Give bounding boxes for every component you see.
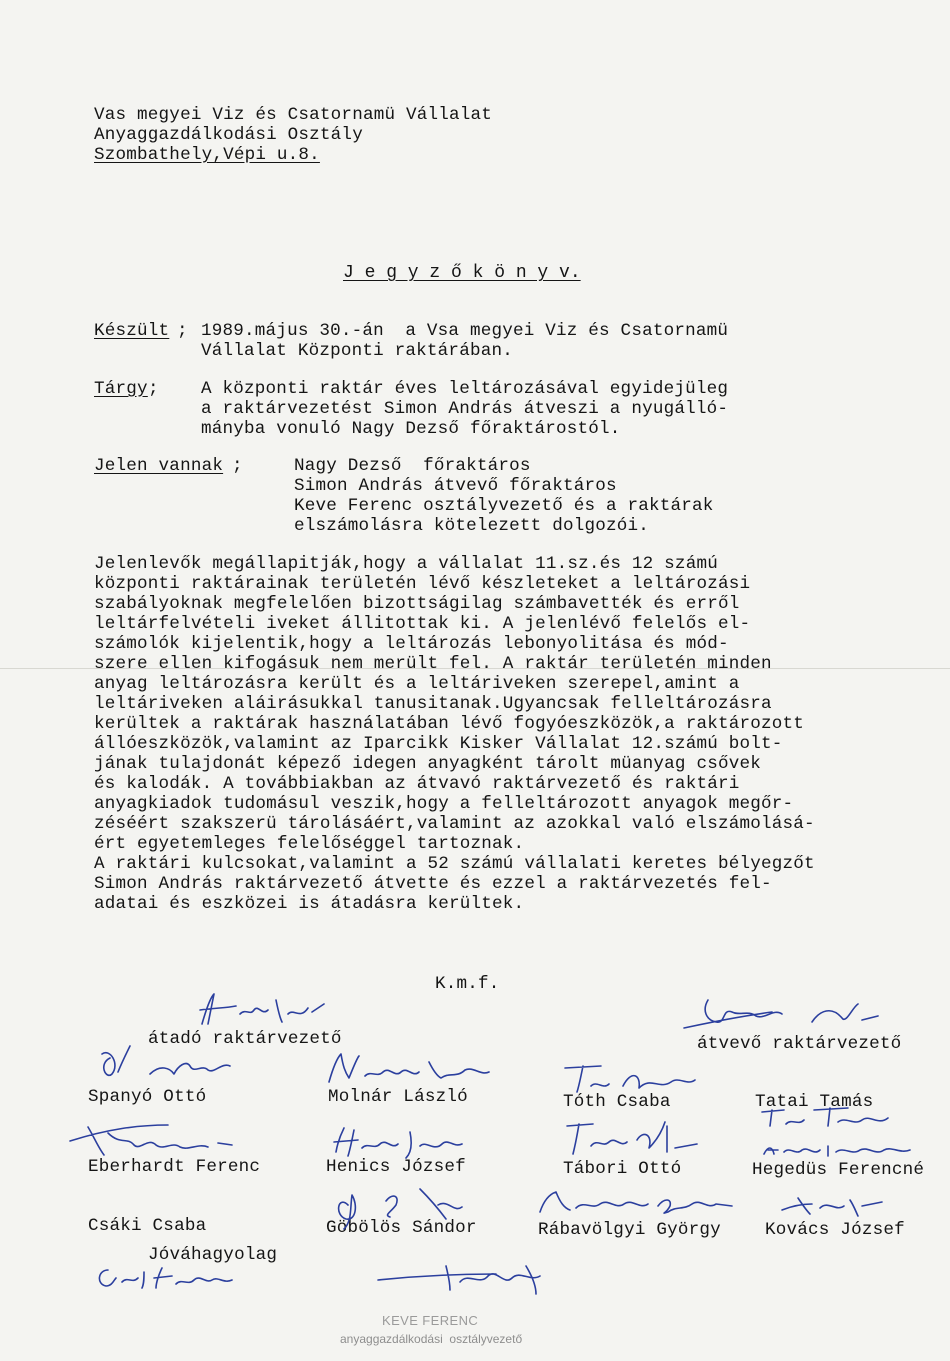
signature-tabori-otto: [563, 1118, 703, 1160]
signer-name: Tóth Csaba: [563, 1092, 671, 1112]
body-line: kerültek a raktárak használatában lévő fogyóeszközök,a raktározott: [94, 714, 805, 734]
body-line: anyagkiadok tudomásul veszik,hogy a felleltározott anyagok megőr-: [94, 794, 794, 814]
jelen-label: Jelen vannak: [94, 456, 224, 476]
letterhead-line-3: Szombathely,Vépi u.8.: [94, 145, 320, 165]
keszult-line-2: Vállalat Központi raktárában.: [201, 341, 513, 361]
body-line: leltárfelvételi iveket állitottak ki. A jelenlévő felelős el-: [94, 614, 751, 634]
jelen-line-2: Simon András átvevő főraktáros: [294, 476, 617, 496]
signature-gobolos-sandor: [330, 1185, 480, 1231]
signer-name: Henics József: [326, 1157, 466, 1177]
signature-hegedus-ferencne: [760, 1140, 920, 1160]
keszult-sep: ;: [177, 321, 188, 341]
keszult-line-1: 1989.május 30.-án a Vsa megyei Viz és Csatornamü: [201, 321, 729, 341]
signature-rabavolgyi-gyorgy: [536, 1188, 736, 1218]
signer-name: Tábori Ottó: [563, 1159, 682, 1179]
approve-label: Jóváhagyolag: [148, 1245, 278, 1265]
signer-name: Hegedüs Ferencné: [752, 1160, 925, 1180]
signature-nagy-dezso: [196, 990, 336, 1030]
document-title: J e g y z ő k ö n y v.: [343, 263, 581, 283]
body-line: és kalodák. A továbbiakban az átvavó raktárvezető és raktári: [94, 774, 740, 794]
body-line: leltáriveken aláirásukkal tanusitanak.Ugyancsak felleltározásra: [94, 694, 772, 714]
body-line: jának tulajdonát képező idegen anyagként tárolt müanyag csővek: [94, 754, 761, 774]
letterhead-line-2: Anyaggazdálkodási Osztály: [94, 125, 363, 145]
signature-eberhardt-ferenc: [68, 1115, 238, 1163]
body-line: számolók kijelentik,hogy a leltározás lebonyolitása és mód-: [94, 634, 729, 654]
targy-label: Tárgy: [94, 379, 148, 399]
stamp-name: KEVE FERENC: [382, 1313, 479, 1328]
signature-simon-andras: [682, 996, 882, 1040]
targy-line-1: A központi raktár éves leltározásával egyidejüleg: [201, 379, 729, 399]
signer-name: Eberhardt Ferenc: [88, 1157, 261, 1177]
body-line: állóeszközök,valamint az Iparcikk Kisker Vállalat 12.számú bolt-: [94, 734, 783, 754]
signature-kovacs-jozsef: [778, 1192, 888, 1218]
jelen-sep: ;: [232, 456, 243, 476]
stamp-title: anyaggazdálkodási osztályvezető: [340, 1332, 523, 1346]
kmf-label: K.m.f.: [435, 974, 500, 994]
targy-line-3: mányba vonuló Nagy Dezső főraktárostól.: [201, 419, 621, 439]
keszult-label: Készült: [94, 321, 170, 341]
body-line: szere ellen kifogásuk nem merült fel. A raktár területén minden: [94, 654, 772, 674]
signer-name: Molnár László: [328, 1087, 468, 1107]
targy-line-2: a raktárvezetést Simon András átveszi a nyugálló-: [201, 399, 729, 419]
signature-toth-csaba: [561, 1060, 701, 1096]
jelen-line-4: elszámolásra kötelezett dolgozói.: [294, 516, 650, 536]
body-line: A raktári kulcsokat,valamint a 52 számú vállalati keretes bélyegzőt: [94, 854, 815, 874]
body-line: Simon András raktárvezető átvette és ezzel a raktárvezetés fel-: [94, 874, 772, 894]
jelen-line-3: Keve Ferenc osztályvezető és a raktárak: [294, 496, 714, 516]
jelen-line-1: Nagy Dezső főraktáros: [294, 456, 531, 476]
signer-name: Rábavölgyi György: [538, 1220, 721, 1240]
signature-keve-ferenc: [376, 1262, 556, 1298]
signature-spanyo-otto: [90, 1044, 240, 1084]
body-line: szabályoknak megfelelően bizottságilag számbavették és erről: [94, 594, 740, 614]
body-line: anyag leltározásra került és a leltáriveken szerepel,amint a: [94, 674, 740, 694]
targy-sep: ;: [148, 379, 159, 399]
signer-name: Csáki Csaba: [88, 1216, 207, 1236]
body-line: adatai és eszközei is átadásra kerültek.: [94, 894, 525, 914]
body-line: központi raktárainak területén lévő készleteket a leltározási: [94, 574, 751, 594]
signature-tatai-tamas: [758, 1104, 898, 1130]
signer-name: Spanyó Ottó: [88, 1087, 207, 1107]
signature-henics-jozsef: [330, 1122, 470, 1162]
signature-csaki-csaba: [92, 1262, 242, 1292]
letterhead-line-1: Vas megyei Viz és Csatornamü Vállalat: [94, 105, 493, 125]
signer-name: Göbölös Sándor: [326, 1218, 477, 1238]
signature-molnar-laszlo: [325, 1048, 495, 1088]
body-line: zéséért szakszerü tárolásáért,valamint az azokkal való elszámolásá-: [94, 814, 815, 834]
atvevo-role-label: átvevő raktárvezető: [697, 1034, 902, 1054]
signer-name: Tatai Tamás: [755, 1092, 874, 1112]
signer-name: Kovács József: [765, 1220, 905, 1240]
atado-role-label: átadó raktárvezető: [148, 1029, 342, 1049]
body-line: ért egyetemleges felelőséggel tartoznak.: [94, 834, 525, 854]
body-line: Jelenlevők megállapitják,hogy a vállalat 11.sz.és 12 számú: [94, 554, 718, 574]
